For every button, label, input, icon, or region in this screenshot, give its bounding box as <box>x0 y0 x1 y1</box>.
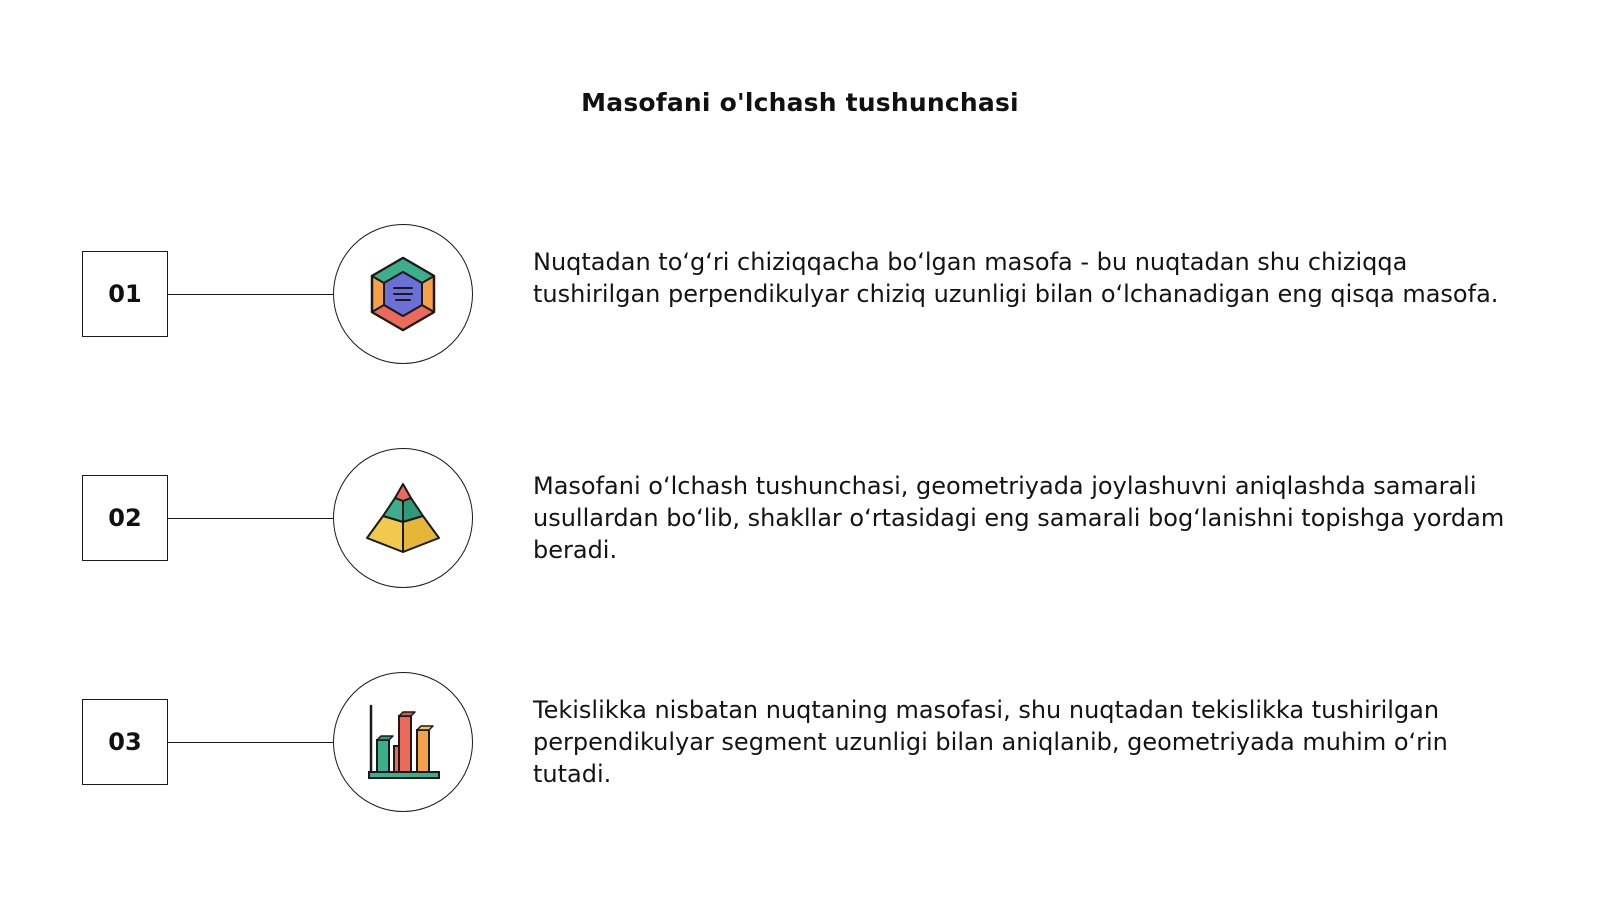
step-description: Tekislikka nisbatan nuqtaning masofasi, shu nuqtadan tekislikka tushirilgan perpendikulyar segment uzunligi bilan aniqlanib, geometriyada muhim o‘rin tutadi. <box>533 696 1448 788</box>
pyramid-icon <box>361 476 445 560</box>
step-number-box <box>82 251 168 337</box>
step-number-box <box>82 699 168 785</box>
step-number: 03 <box>108 728 142 756</box>
icon-circle <box>333 672 473 812</box>
connector-line <box>168 742 334 743</box>
list-item <box>0 448 1600 588</box>
list-item <box>0 224 1600 364</box>
page-title: Masofani o'lchash tushunchasi <box>581 88 1019 117</box>
bar-chart-icon <box>361 700 445 784</box>
list-item <box>0 672 1600 812</box>
connector-line <box>168 294 334 295</box>
step-description: Masofani o‘lchash tushunchasi, geometriyada joylashuvni aniqlashda samarali usullardan bo‘lib, shakllar o‘rtasidagi eng samarali bog‘lanishni topishga yordam beradi. <box>533 472 1505 564</box>
icon-circle <box>333 448 473 588</box>
step-number: 01 <box>108 280 142 308</box>
hexagon-gem-icon <box>361 252 445 336</box>
step-number-box <box>82 475 168 561</box>
step-description: Nuqtadan to‘g‘ri chiziqqacha bo‘lgan masofa - bu nuqtadan shu chiziqqa tushirilgan perpendikulyar chiziq uzunligi bilan o‘lchanadigan eng qisqa masofa. <box>533 248 1499 308</box>
icon-circle <box>333 224 473 364</box>
step-number: 02 <box>108 504 142 532</box>
connector-line <box>168 518 334 519</box>
